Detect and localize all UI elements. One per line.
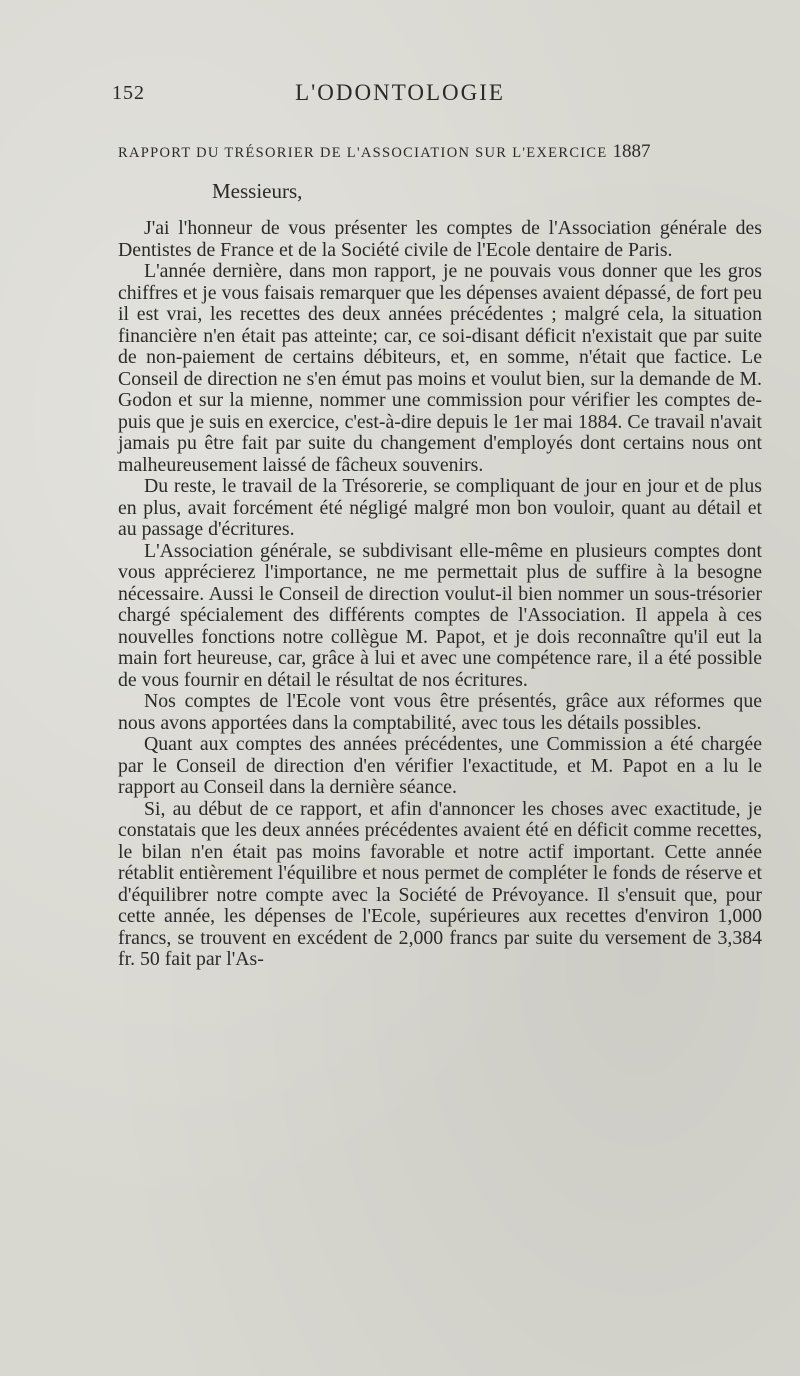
report-year: 1887 bbox=[612, 141, 651, 162]
running-head: L'ODONTOLOGIE bbox=[295, 80, 505, 105]
paragraph: L'année dernière, dans mon rapport, je ne pouvais vous donner que les gros chiffres et je vous faisais remarquer que les dépenses avaient dépassé, de fort peu il est vrai, les recettes des deux années précédentes ; malgré cela, la situation financière n'en était pas atteinte; car, ce soi-disant déficit n'existait que par suite de non-paiement de certains débiteurs, et, en somme, n'était que factice. Le Conseil de direction ne s'en émut pas moins et voulut bien, sur la demande de M. Godon et sur la mienne, nommer une commission pour vérifier les comptes depuis que je suis en exercice, c'est-à-dire depuis le 1er mai 1884. Ce travail n'avait jamais pu être fait par suite du changement d'employés dont certains nous ont malheureusement laissé de fâcheux souvenirs. bbox=[118, 260, 762, 476]
paragraph: J'ai l'honneur de vous présenter les comptes de l'Association générale des Dentistes de France et de la Société civile de l'Ecole dentaire de Paris. bbox=[118, 217, 762, 261]
paragraph: Si, au début de ce rapport, et afin d'annoncer les choses avec exactitude, je constatais que les deux années précédentes avaient été en déficit comme recettes, le bilan n'en était pas moins favorable et notre actif important. Cette année rétablit entièrement l'équilibre et nous permet de compléter le fonds de réserve et d'équilibrer notre compte avec la Société de Prévoyance. Il s'ensuit que, pour cette année, les dépenses de l'Ecole, supérieures aux recettes d'environ 1,000 francs, se trouvent en excédent de 2,000 francs par suite du versement de 3,384 fr. 50 fait par l'As- bbox=[118, 797, 762, 970]
paragraph: Du reste, le travail de la Trésorerie, se compliquant de jour en jour et de plus en plus, avait forcément été négligé malgré mon bon vouloir, quant au détail et au passage d'écritures. bbox=[118, 475, 762, 540]
body-text bbox=[118, 218, 762, 971]
report-title-text: RAPPORT DU TRÉSORIER DE L'ASSOCIATION SUR L'EXERCICE bbox=[118, 145, 608, 161]
page-number: 152 bbox=[112, 82, 145, 104]
report-title bbox=[118, 141, 768, 163]
salutation: Messieurs, bbox=[212, 179, 303, 203]
paragraph: Quant aux comptes des années précédentes, une Commission a été chargée par le Conseil de direction d'en vérifier l'exactitude, et M. Papot en a lu le rapport au Conseil dans la dernière séance. bbox=[118, 733, 762, 798]
paragraph: L'Association générale, se subdivisant elle-même en plusieurs comptes dont vous apprécierez l'importance, ne me permettait plus de suffire à la besogne nécessaire. Aussi le Conseil de direction voulut-il bien nommer un sous-trésorier chargé spécialement des différents comptes de l'Association. Il appela à ces nouvelles fonctions notre collègue M. Papot, et je dois reconnaître qu'il eut la main fort heureuse, car, grâce à lui et avec une compétence rare, il a été possible de vous fournir en détail le résultat de nos écritures. bbox=[118, 539, 762, 691]
paragraph: Nos comptes de l'Ecole vont vous être présentés, grâce aux réformes que nous avons apportées dans la comptabilité, avec tous les détails possibles. bbox=[118, 690, 762, 734]
